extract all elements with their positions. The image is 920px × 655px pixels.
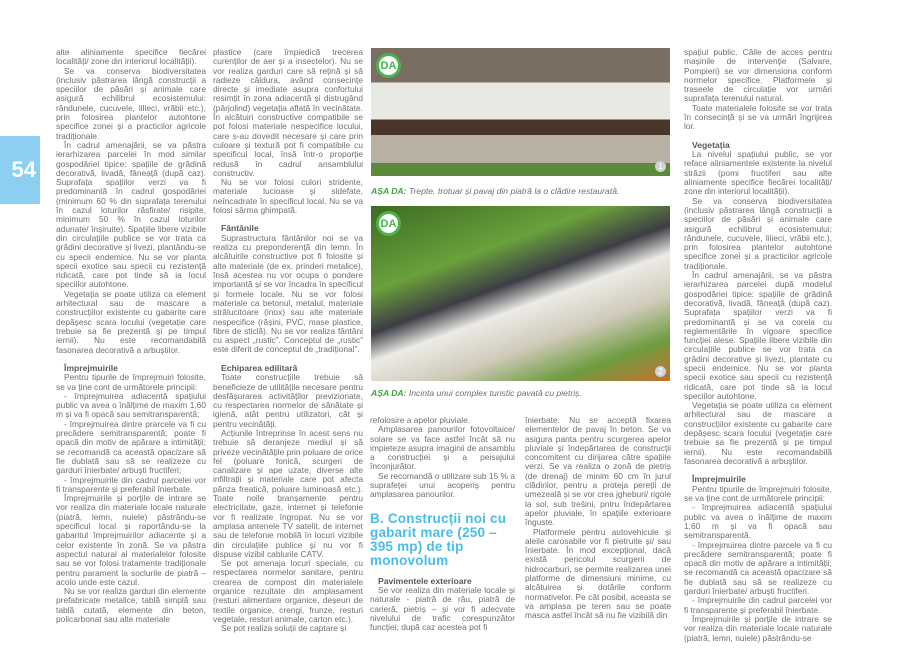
list-item: - împrejmuirea adiacentă spațiului public va avea o înălțime de maxim 1,60 m și va fi opacă sau semitransparentă. xyxy=(684,502,832,541)
section-title: B. Construcții noi cu gabarit mare (250 – 395 mp) de tip monovolum xyxy=(370,510,507,568)
text-column-1 xyxy=(56,48,206,624)
paragraph: În cadrul amenajării, se va păstra ierarhizarea parcelei după modelul gospodăriei tipice: spațiile de grădină decorativă, livadă, fâneață (după caz). Suprafața spațiilor verzi va fi predominantă și se va corela cu reglementările în vigoare specifice funcției alese. Spațiile libere vizibile din circulațiile publice se vor trata ca grădini decorative și livezi, plantate cu specii endemice. Nu se vor planta specii exotice sau specii cu rezistență ridicată, care pot tinde să ia locul speciilor autohtone. xyxy=(684,270,832,401)
paragraph: Se va conserva biodiversitatea (inclusiv păstrarea lângă construcții a speciilor de păsări și animale care asigură echilibrul ecosistemului: rândunele, cucuvele, lilieci, vrăbii etc.), prin folosirea plantelor autohtone specifice zonei și a practicilor agricole tradiționale. xyxy=(684,195,832,271)
photo-tourist-complex xyxy=(371,206,670,381)
paragraph: Vegetația se poate utiliza ca element arhitectural sau de mascare a construcțiilor existente cu gabarite care depășesc scara locului (vegetație care trebuie sa fie prezentă și pe timpul iernii). Nu este recomandabilă fasonarea decorativă a arbuștilor. xyxy=(684,400,832,466)
subheading-utilities: Echiparea edilitară xyxy=(221,362,298,373)
paragraph: Amplasarea panourilor fotovoltaice/ solare se va face astfel încât să nu impieteze asupra imaginii de ansamblu a construcției și a peisajului înconjurător. xyxy=(370,424,515,472)
paragraph: Se va conserva biodiversitatea (inclusiv păstrarea lângă construcții a speciilor de păsări și animale care asigură echilibrul ecosistemului: rândunele, cucuvele, lilieci, vrăbii etc.), prin folosirea plantelor autohtone specifice zonei și a practicilor agricole tradiționale. xyxy=(56,65,206,141)
paragraph: Platformele pentru autovehicule și aleile carosabile vor fi pietruite și/ sau înierbate. În mod excepțional, dacă există pericolul scurgerii de hidrocarburi, se permite realizarea unei platforme de dimensiuni minime, cu alcătuirea și dotările conform normativelor. Pe cât posibil, aceasta se va amplasa pe teren sau se poate masca astfel încât să nu fie vizibilă din xyxy=(525,526,671,621)
paragraph: Vegetația se poate utiliza ca element arhitectural sau de mascare a construcțiilor existente cu gabarite care depășesc scara locului (vegetație care trebuie sa fie prezentă și pe timpul iernii). Nu este recomandabilă fasonarea decorativă a arbuștilor. xyxy=(56,288,206,355)
caption-label: AȘA DA: xyxy=(371,388,407,398)
subheading-fences: Împrejmuirile xyxy=(64,362,118,373)
paragraph: înierbate. Nu se acceptă fixarea elementelor de pavaj în beton. Se va asigura panta pentru scurgerea apelor pluviale și îndepărtarea de construcții concomitent cu dirijarea către spațiile verzi. Se va realiza o zonă de pietriș (de drenaj) de minim 60 cm în jurul clădirilor, pentru a proteja pereții de umezeală și se vor crea jgheburi/ rigole la sol, sub trešini, pntru îndepărtarea apelor pluviale, în spațiile exterioare înguste. xyxy=(525,415,671,528)
paragraph: În cadrul amenajării, se va păstra ierarhizarea parcelei în mod similar gospodăriei tipice: spațiile de grădină decorativă, livadă, fâneață (după caz). Suprafața spațiilor verzi va fi predominantă în cadrul gospodăriei (minimum 60 % din suprafața terenului în cazul loturilor răsfirate/ risipite, minimum 50 % în cazul loturilor adunate/ înșiruite). Spațiile libere vizibile din circulațiile publice se vor trata ca grădini decorative și livezi, plantându-se cu specii endemice. Nu se vor planta specii exotice sau specii cu rezistență ridicată, care pot tinde să ia locul speciilor autohtone. xyxy=(56,139,206,290)
photo-caption-1 xyxy=(371,186,619,196)
subheading-paving: Pavimentele exterioare xyxy=(378,575,472,586)
photo-number-badge: 2 xyxy=(655,366,666,377)
photo-number-badge: 1 xyxy=(655,161,666,172)
paragraph: Se recomandă o utilizare sub 15 % a suprafeței unui acoperiș pentru amplasarea panourilor. xyxy=(370,470,515,500)
paragraph: Împrejmuirile și porțile de intrare se vor realiza din materiale locale naturale (piatră, lemn, nuiele) păstrându-se specificul local și raportându-se la gabaritul împrejmuirilor adiacente și a celor existente în zonă. Se va păstra aspectul natural al materialelor folosite sau se vor folosi tratamente tradiționale pentru parament la soclurile de piatră – acolo unde este cazul. xyxy=(56,493,206,587)
paragraph: Nu se vor folosi culori stridente, materiale lucioase și sidefate, neîncadrate în specificul local. Nu se va folosi sârma ghimpată. xyxy=(213,177,363,216)
paragraph: Nu se vor realiza garduri din elemente prefabricate metalice, tablă simplă sau tablă cutată, elemente din beton, policarbonat sau alte materiale xyxy=(56,586,206,625)
paragraph: refolosire a apelor pluviale. xyxy=(370,415,471,425)
list-item: - împrejmuirile din cadrul parcelei vor fi transparente și preferabil înierbate. xyxy=(684,595,832,615)
page-number-tab xyxy=(0,136,40,204)
paragraph: Suprastructura fântânilor noi se va realiza cu preponderență din lemn. În alcătuirile constructive pot fi folosite și alte materiale (de ex. prinderi metalice), însă acestea nu vor ocupa o pondere importantă și se vor încadra în specificul și formele locale. Nu se vor folosi materiale ca betonul, metalul, materiale strălucitoare (inox) sau alte materiale nespecifice (rășini, PVC, mase plastice, fibre de sticlă). Nu se vor realiza fântâni cu aspect „rustic”. Conceptul de „rustic” este diferit de conceptul de „tradițional”. xyxy=(213,232,363,355)
text-column-5 xyxy=(684,48,832,643)
text-column-4 xyxy=(525,416,671,621)
list-item: - împrejmuirea dintre parcele va fi cu precădere semitransparentă; poate fi opacă din motiv de apărare a intimității; se recomandă ca această opacizare să fie dublată sau să se realizeze cu garduri înierbate/ arbuști fructiferi. xyxy=(684,539,832,597)
da-badge: DA xyxy=(376,53,401,78)
paragraph: Se pot amenaja locuri speciale, cu respectarea normelor sanitare, pentru crearea de compost din materialele organice rezultate din amplasament (resturi alimentare organice, deșeuri de textile organice, crengi, frunze, resturi vegetale, resturi animale, carton etc.). xyxy=(213,558,363,624)
photo-restored-house xyxy=(371,48,670,176)
paragraph: La nivelul spațiului public, se vor reface aliniamentele existente la nivelul străzii (pomi fructiferi sau alte aliniamente specifice fiecărei localități/ zone din interiorul localității). xyxy=(684,149,832,197)
paragraph: Toate construcțiile trebuie să beneficieze de utilitățile necesare pentru desfășurarea activităților previzionate, cu respectarea normelor de sănătate și igienă, atât pentru utilizatori, cât și pentru vecinătăți. xyxy=(213,372,363,429)
paragraph: Acțiunile întreprinse în acest sens nu trebuie să deranjeze mediul și să priveze vecinătățile prin poluare de orice fel (poluare fonică, scurgeri de canalizare și ape uzate, diverse alte infiltrații și materiale care pot afecta pânza freatică, poluare luminoasă etc.). Toate noile branșamente pentru electricitate, gaze, internet și telefonie vor fi realizate îngropat. Nu se vor amplasa antenele TV satelit, de internet sau de telefonie mobilă în locuri vizibile din circulațiile publice și nu vor fi dispuse vizibil cablurile CATV. xyxy=(213,427,363,559)
paragraph: spațiul public. Căile de acces pentru mașinile de intervenție (Salvare, Pompieri) se vor dimensiona conform normelor specifice. Platformele și traseele de circulație vor urmări suprafața terenului natural. xyxy=(684,47,832,104)
caption-label: AȘA DA: xyxy=(371,186,407,196)
paragraph: Se pot realiza soluții de captare și xyxy=(221,623,347,634)
da-badge: DA xyxy=(376,211,401,236)
paragraph: alte aliniamente specifice fiecărei localități/ zone din interiorul localității). xyxy=(56,47,206,67)
list-item: - împrejmuirea dintre prarcele va fi cu precădere semitransparentă; poate fi opacă din motiv de apărare a intimității; se recomandă ca această opacizare să fie dublată sau să se realizeze cu garduri înierbate/ arbuști fructiferi; xyxy=(56,418,206,476)
paragraph: Pentru tipurile de împrejmuiri folosite, se va ține cont de următorele principii: xyxy=(684,483,832,504)
subheading-fences: Împrejmuirile xyxy=(692,474,746,485)
subheading-vegetation: Vegetația xyxy=(692,139,730,150)
photo-caption-2 xyxy=(371,388,582,398)
caption-text: Incinta unui complex turistic pavată cu pietriș. xyxy=(406,388,582,398)
paragraph: Toate materialele folosite se vor trata în consecință și se va urmări îngrijirea lor. xyxy=(684,102,832,132)
subheading-wells: Fântânile xyxy=(221,223,259,234)
paragraph: Pentru tipurile de împrejmuiri folosite, se va ține cont de următorele principii: xyxy=(56,372,206,392)
list-item: - împrejmuirile din cadrul parcelei vor fi transparente și preferabil înierbate. xyxy=(56,474,206,494)
text-column-2 xyxy=(213,48,363,634)
list-item: - împrejmuirea adiacentă spațiului public va avea o înălțime de maxim 1,60 m și va fi opacă sau semitransparentă; xyxy=(56,390,206,420)
caption-text: Trepte, trotuar și pavaj din piatră la o clădire restaurată. xyxy=(406,186,620,196)
page-number: 54 xyxy=(11,157,36,182)
paragraph: Se vor realiza din materiale locale și naturale - piatră de râu, piatră de carieră, pietriș – și vor fi adecvate nivelului de trafic corespunzător funcției; după caz acestea pot fi xyxy=(370,585,515,633)
text-column-3 xyxy=(370,416,515,633)
paragraph: plastice (care împiedică trecerea curenților de aer și a insectelor). Nu se vor realiza garduri care să rețină și să radieze căldura, având consecințe directe și imediate asupra confortului resimțit în zona adiacentă și distrugând (pârjolind) vegetația aflată în vecinătate. În alcătuiri constructive compatibile se pot folosi materiale nespecifice locului, care s-au dovedit necesare și care prin culoare și textură pot fi compatibile cu specificul local, însă într-o proporție redusă în cadrul ansamblului constructiv. xyxy=(213,47,363,178)
paragraph: Împrejmuirile și porțile de intrare se vor realiza din materiale locale naturale (piatră, lemn, nuiele) păstrându-se xyxy=(684,613,832,643)
